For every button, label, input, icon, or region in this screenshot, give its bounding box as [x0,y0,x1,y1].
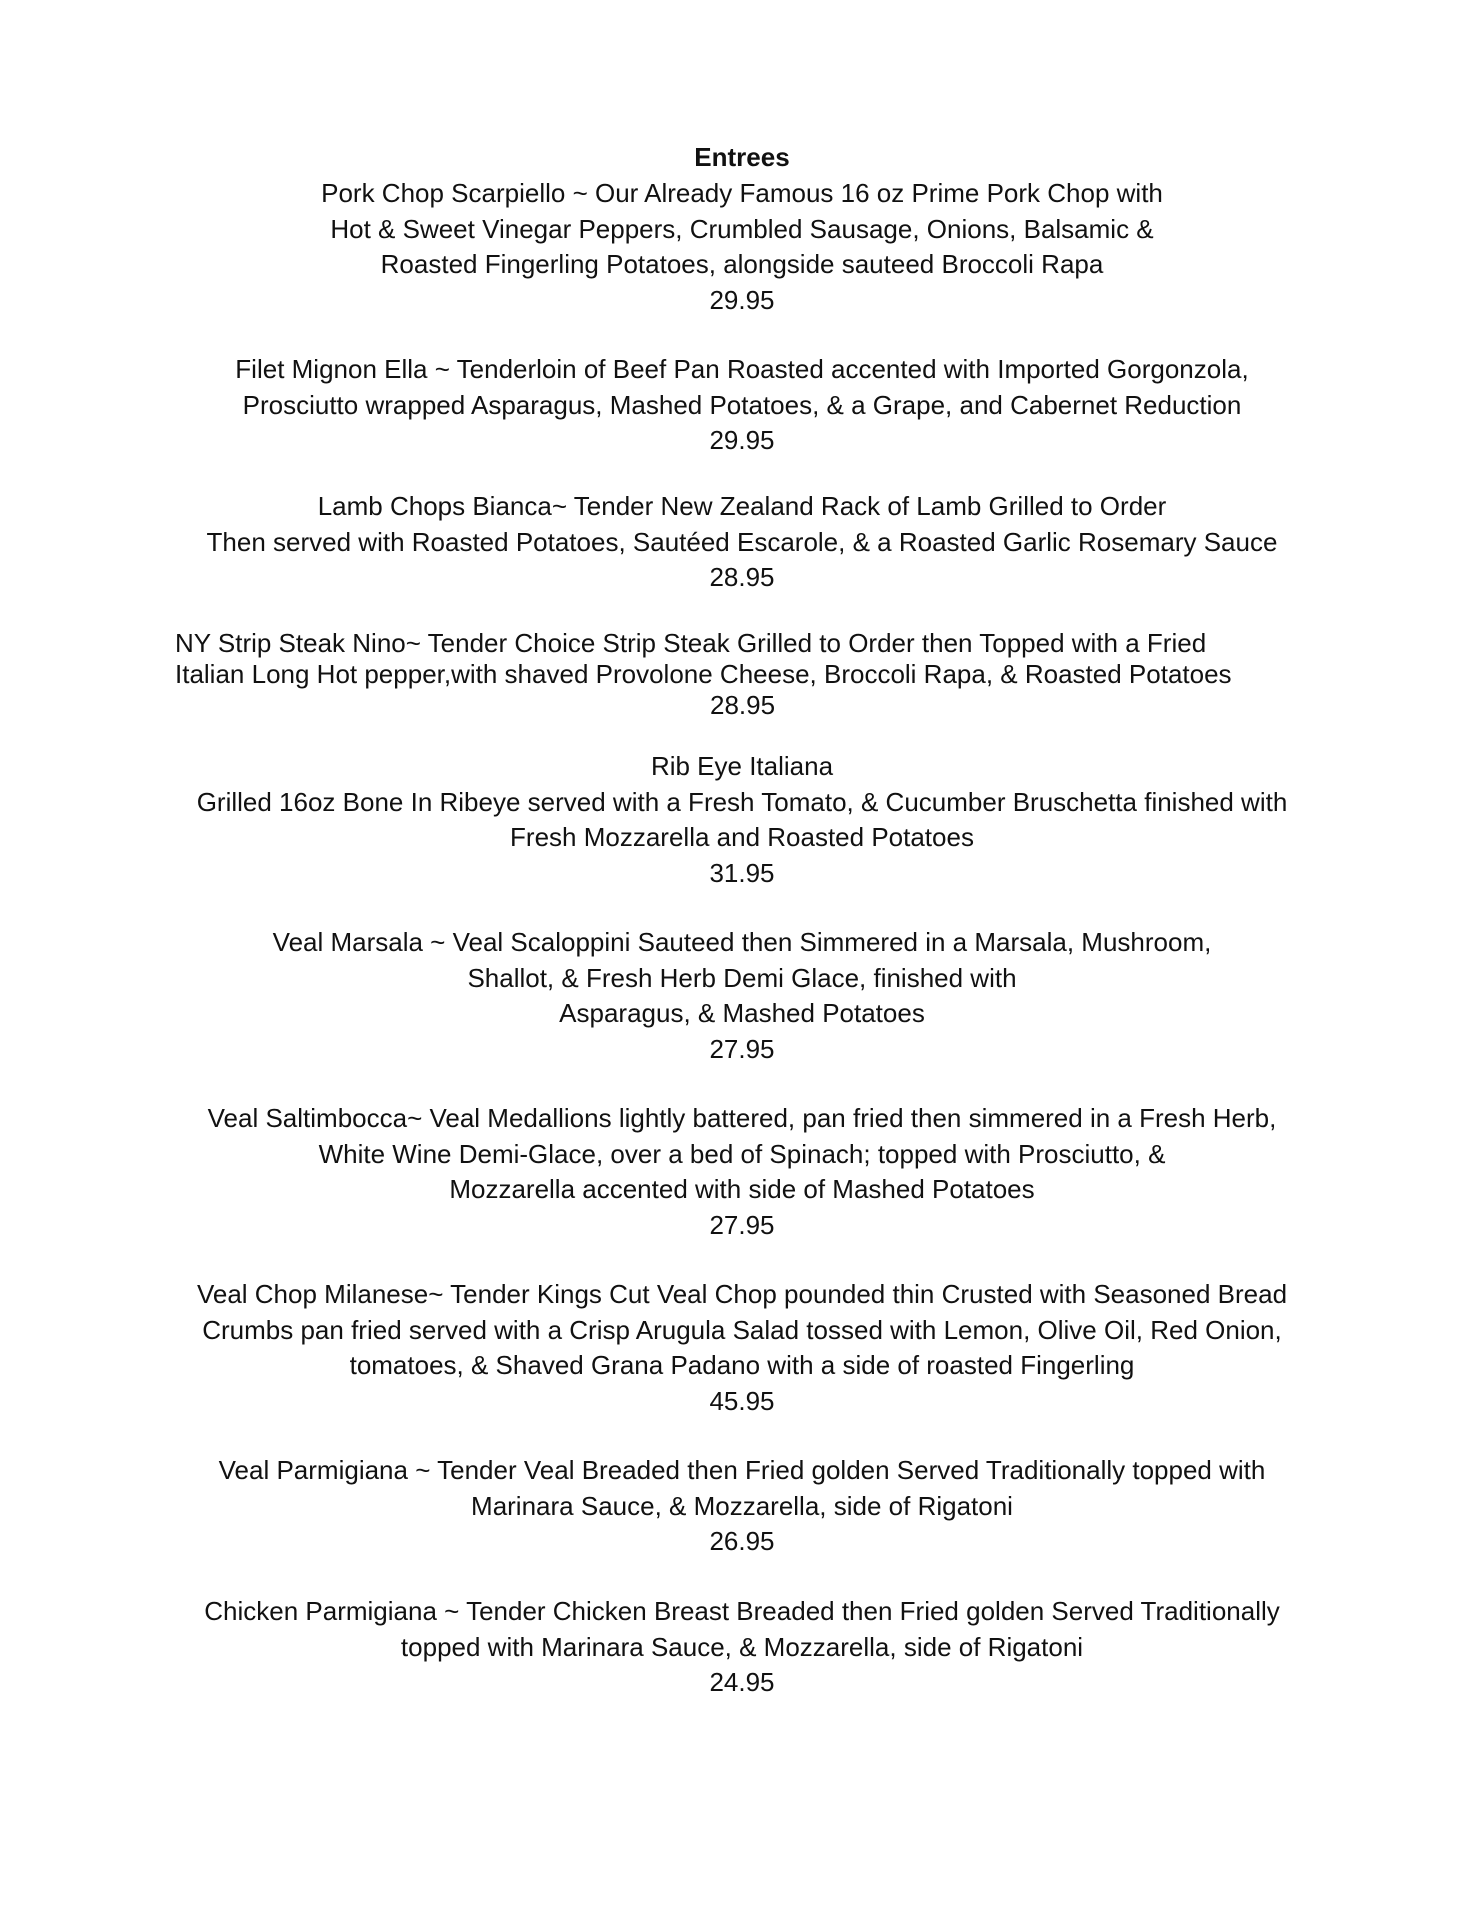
menu-item-veal-marsala [120,925,1364,1067]
item-description-line: tomatoes, & Shaved Grana Padano with a side of roasted Fingerling [349,1350,1135,1380]
menu-item-chicken-parmigiana [120,1594,1364,1701]
item-description-line: Roasted Fingerling Potatoes, alongside sauteed Broccoli Rapa [380,249,1104,279]
item-description-line: Mozzarella accented with side of Mashed Potatoes [449,1174,1035,1204]
item-description-line: Lamb Chops Bianca~ Tender New Zealand Rack of Lamb Grilled to Order [317,491,1167,521]
item-price: 45.95 [709,1385,775,1416]
item-price: 29.95 [709,284,775,315]
item-description-line: Veal Marsala ~ Veal Scaloppini Sauteed then Simmered in a Marsala, Mushroom, [272,927,1212,957]
item-description-line: Filet Mignon Ella ~ Tenderloin of Beef Pan Roasted accented with Imported Gorgonzola, [235,354,1249,384]
item-description-line: Veal Parmigiana ~ Tender Veal Breaded then Fried golden Served Traditionally topped with [218,1455,1266,1485]
item-description-line: Veal Chop Milanese~ Tender Kings Cut Veal Chop pounded thin Crusted with Seasoned Bread [196,1279,1288,1309]
item-price: 24.95 [709,1667,775,1697]
item-description-line: Chicken Parmigiana ~ Tender Chicken Breast Breaded then Fried golden Served Traditionally [204,1596,1280,1626]
item-description-line: Pork Chop Scarpiello ~ Our Already Famous 16 oz Prime Pork Chop with [321,178,1163,208]
item-description-line: Then served with Roasted Potatoes, Sautéed Escarole, & a Roasted Garlic Rosemary Sauce [206,526,1278,557]
menu-item-pork-chop [120,176,1364,318]
menu-item-strip-steak [90,628,1294,721]
item-description-line: Crumbs pan fried served with a Crisp Arugula Salad tossed with Lemon, Olive Oil, Red Onion, [202,1314,1282,1345]
item-description-line: Hot & Sweet Vinegar Peppers, Crumbled Sausage, Onions, Balsamic & [330,213,1154,244]
item-price: 28.95 [710,690,776,720]
item-description-line: Rib Eye Italiana [650,751,834,781]
menu-item-lamb-chops [120,489,1364,596]
item-price: 27.95 [709,1209,775,1240]
item-price: 29.95 [709,425,775,455]
item-description-line: topped with Marinara Sauce, & Mozzarella, side of Rigatoni [400,1631,1084,1662]
item-price: 26.95 [709,1526,775,1556]
item-description-line: Marinara Sauce, & Mozzarella, side of Rigatoni [471,1490,1013,1521]
item-description-line: NY Strip Steak Nino~ Tender Choice Strip Steak Grilled to Order then Topped with a Fried [175,628,1207,658]
item-description-line: Italian Long Hot pepper,with shaved Provolone Cheese, Broccoli Rapa, & Roasted Potatoes [175,659,1232,689]
item-price: 27.95 [709,1033,775,1064]
section-heading: Entrees [694,142,790,172]
item-description-line: Fresh Mozzarella and Roasted Potatoes [510,822,974,852]
item-price: 28.95 [709,562,775,592]
item-description-line: Grilled 16oz Bone In Ribeye served with a Fresh Tomato, & Cucumber Bruschetta finished with [196,786,1288,817]
menu-item-veal-parmigiana [120,1453,1364,1560]
menu-item-rib-eye [120,749,1364,891]
item-description-line: Prosciutto wrapped Asparagus, Mashed Potatoes, & a Grape, and Cabernet Reduction [242,389,1242,420]
menu-item-veal-saltimbocca [120,1101,1364,1243]
menu-item-veal-chop-milanese [120,1277,1364,1419]
menu-item-filet-mignon [120,352,1364,459]
item-description-line: White Wine Demi-Glace, over a bed of Spinach; topped with Prosciutto, & [318,1138,1166,1169]
item-description-line: Asparagus, & Mashed Potatoes [559,998,925,1028]
item-description-line: Shallot, & Fresh Herb Demi Glace, finished with [467,962,1017,993]
item-price: 31.95 [709,857,775,888]
item-description-line: Veal Saltimbocca~ Veal Medallions lightly battered, pan fried then simmered in a Fresh Herb, [207,1103,1277,1133]
